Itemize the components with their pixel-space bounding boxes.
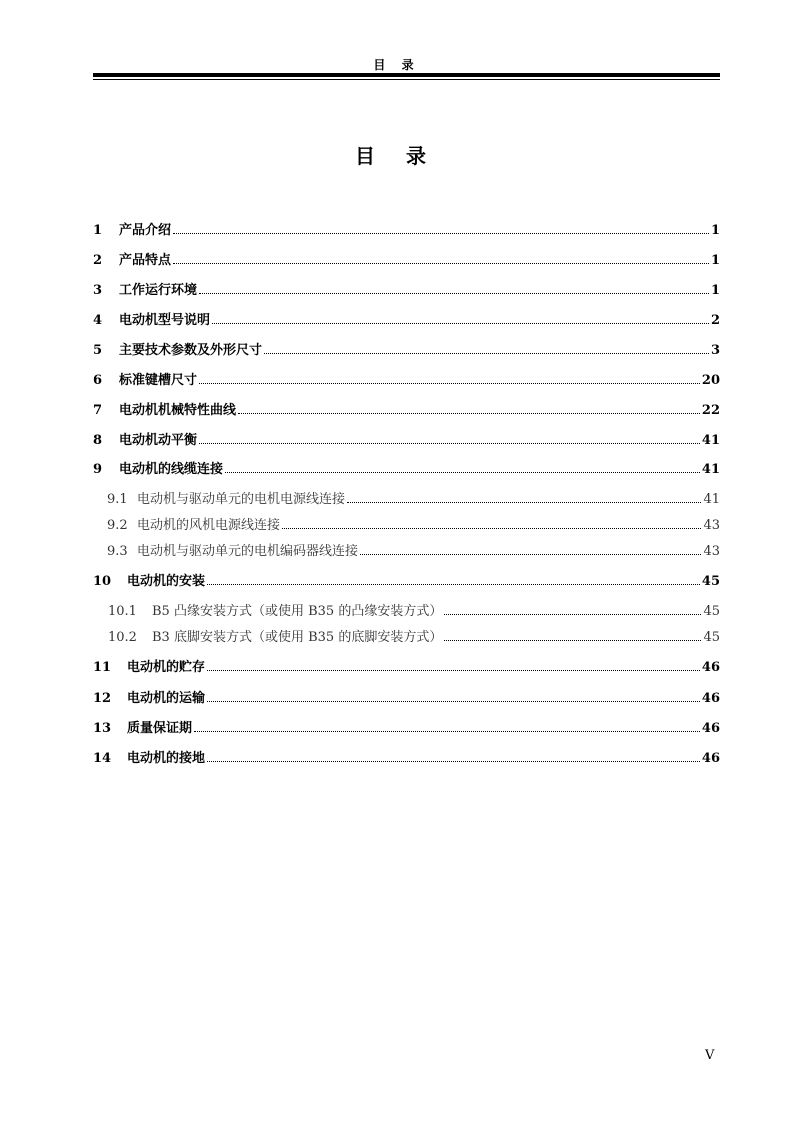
toc-entry-page: 41 (703, 492, 720, 507)
toc-entry[interactable] (93, 569, 720, 589)
toc-entry[interactable] (93, 746, 720, 766)
toc-entry-page: 3 (710, 343, 720, 358)
toc-entry-page: 43 (703, 518, 720, 533)
toc-dot-leader (444, 640, 701, 641)
toc-entry[interactable] (93, 278, 720, 298)
toc-entry-label: 电动机的运输 (127, 691, 206, 706)
toc-entry-number: 13 (93, 721, 112, 736)
toc-entry[interactable] (93, 457, 720, 477)
toc-entry-number: 4 (93, 313, 103, 328)
toc-dot-leader (199, 443, 700, 444)
toc-entry-number: 6 (93, 373, 103, 388)
toc-entry-label: 电动机的线缆连接 (119, 462, 224, 477)
toc-entry-label: 电动机动平衡 (119, 433, 198, 448)
toc-dot-leader (173, 233, 709, 234)
toc-entry-page: 1 (710, 253, 720, 268)
toc-entry-label: 工作运行环境 (119, 283, 198, 298)
toc-entry[interactable] (93, 368, 720, 388)
toc-entry-page: 46 (701, 751, 720, 766)
toc-entry-page: 1 (710, 223, 720, 238)
toc-entry-number: 9.1 (107, 492, 128, 507)
toc-entry-number: 7 (93, 403, 103, 418)
toc-entry-number: 10.1 (108, 604, 137, 619)
toc-entry-number: 10.2 (108, 630, 137, 645)
toc-subentry[interactable] (93, 599, 720, 619)
toc-entry[interactable] (93, 398, 720, 418)
toc-dot-leader (194, 731, 700, 732)
toc-entry-label: 质量保证期 (127, 721, 193, 736)
toc-entry-page: 2 (710, 313, 720, 328)
toc-entry-number: 9.3 (107, 544, 128, 559)
toc-entry-number: 9 (93, 462, 103, 477)
toc-dot-leader (444, 614, 701, 615)
toc-entry-number: 3 (93, 283, 103, 298)
toc-entry-label: 电动机的接地 (127, 751, 206, 766)
toc-entry-label: 电动机与驱动单元的电机编码器线连接 (137, 544, 359, 559)
header-rule-thin (93, 79, 720, 80)
toc-dot-leader (282, 528, 701, 529)
toc-entry-page: 45 (703, 630, 720, 645)
page-number: V (705, 1048, 715, 1063)
toc-entry-number: 1 (93, 223, 103, 238)
toc-entry-label: 电动机的风机电源线连接 (137, 518, 281, 533)
toc-entry-number: 9.2 (107, 518, 128, 533)
toc-dot-leader (199, 293, 709, 294)
toc-entry-label: 电动机的贮存 (127, 660, 206, 675)
toc-dot-leader (264, 353, 709, 354)
toc-entry-label: 主要技术参数及外形尺寸 (119, 343, 263, 358)
toc-dot-leader (207, 670, 700, 671)
toc-entry-label: B3 底脚安装方式（或使用 B35 的底脚安装方式） (152, 630, 443, 645)
toc-dot-leader (360, 554, 701, 555)
toc-entry-page: 41 (701, 462, 720, 477)
toc-entry-label: 电动机的安装 (127, 574, 206, 589)
toc-entry[interactable] (93, 686, 720, 706)
toc-entry-page: 1 (710, 283, 720, 298)
toc-entry-label: 标准键槽尺寸 (119, 373, 198, 388)
toc-entry[interactable] (93, 308, 720, 328)
toc-dot-leader (225, 472, 700, 473)
toc-entry[interactable] (93, 655, 720, 675)
toc-entry-number: 5 (93, 343, 103, 358)
toc-entry-page: 20 (701, 373, 720, 388)
toc-subentry[interactable] (93, 487, 720, 507)
page-title: 目 录 (355, 144, 438, 168)
toc-entry-label: 产品介绍 (119, 223, 172, 238)
toc-entry-page: 46 (701, 721, 720, 736)
toc-entry-page: 45 (703, 604, 720, 619)
toc-entry-page: 46 (701, 660, 720, 675)
toc-entry-label: 电动机与驱动单元的电机电源线连接 (137, 492, 346, 507)
toc-entry-number: 11 (93, 660, 112, 675)
toc-entry-page: 43 (703, 544, 720, 559)
toc-entry-label: 电动机型号说明 (119, 313, 211, 328)
toc-dot-leader (347, 502, 701, 503)
toc-entry-page: 41 (701, 433, 720, 448)
toc-entry-number: 12 (93, 691, 112, 706)
toc-dot-leader (212, 323, 709, 324)
running-header: 目 录 (373, 58, 420, 72)
toc-entry[interactable] (93, 338, 720, 358)
toc-dot-leader (207, 761, 700, 762)
toc-entry-page: 45 (701, 574, 720, 589)
toc-entry[interactable] (93, 428, 720, 448)
toc-entry-number: 2 (93, 253, 103, 268)
toc-entry-page: 46 (701, 691, 720, 706)
toc-entry-number: 14 (93, 751, 112, 766)
toc-entry-label: 产品特点 (119, 253, 172, 268)
toc-entry-page: 22 (701, 403, 720, 418)
toc-subentry[interactable] (93, 513, 720, 533)
toc-dot-leader (238, 413, 700, 414)
toc-entry[interactable] (93, 716, 720, 736)
toc-dot-leader (207, 701, 700, 702)
toc-entry-number: 10 (93, 574, 112, 589)
toc-dot-leader (173, 263, 709, 264)
toc-entry-label: B5 凸缘安装方式（或使用 B35 的凸缘安装方式） (152, 604, 443, 619)
toc-subentry[interactable] (93, 625, 720, 645)
toc-dot-leader (199, 383, 700, 384)
toc-entry[interactable] (93, 248, 720, 268)
toc-entry-label: 电动机机械特性曲线 (119, 403, 237, 418)
toc-subentry[interactable] (93, 539, 720, 559)
toc-entry-number: 8 (93, 433, 103, 448)
header-rule-thick (93, 73, 720, 77)
toc-dot-leader (207, 584, 700, 585)
toc-entry[interactable] (93, 218, 720, 238)
